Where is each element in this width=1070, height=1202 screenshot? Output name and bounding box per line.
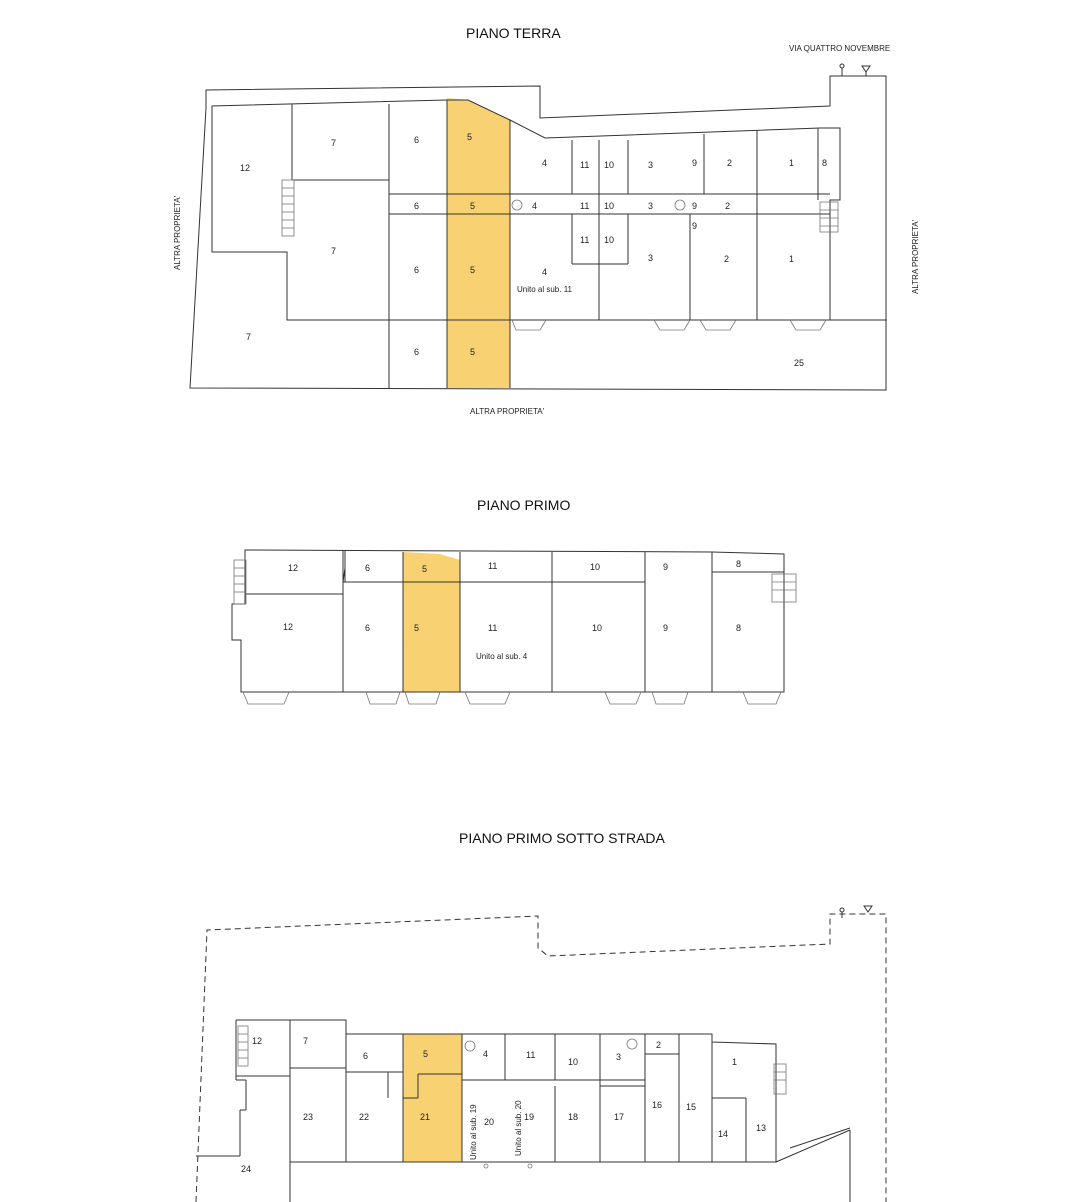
unit-label: 2 xyxy=(727,158,733,168)
unit-label: 1 xyxy=(789,254,795,264)
unit-label: 3 xyxy=(648,160,654,170)
unit-label: 9 xyxy=(692,158,698,168)
unit-label: 11 xyxy=(580,201,590,211)
basement-merge-note-20: Unito al sub. 20 xyxy=(514,1100,523,1156)
unit-label: 7 xyxy=(331,138,337,148)
unit-label: 6 xyxy=(414,201,420,211)
unit-label: 10 xyxy=(604,201,615,211)
unit-label: 10 xyxy=(590,562,601,572)
unit-label: 5 xyxy=(470,265,476,275)
unit-label: 3 xyxy=(616,1052,622,1062)
unit-label: 6 xyxy=(414,135,420,145)
unit-label: 4 xyxy=(483,1049,489,1059)
unit-label: 23 xyxy=(303,1112,314,1122)
unit-label: 12 xyxy=(252,1036,263,1046)
unit-label: 15 xyxy=(686,1102,697,1112)
unit-label: 24 xyxy=(241,1164,252,1174)
unit-label: 12 xyxy=(240,163,251,173)
unit-label: 16 xyxy=(652,1100,663,1110)
unit-label: 5 xyxy=(423,1049,429,1059)
unit-label: 11 xyxy=(526,1050,536,1060)
unit-label: 6 xyxy=(414,265,420,275)
unit-label: 2 xyxy=(656,1040,662,1050)
ground-floor-title: PIANO TERRA xyxy=(466,25,561,41)
unit-label: 4 xyxy=(532,201,538,211)
first-floor-title: PIANO PRIMO xyxy=(477,497,571,513)
ground-floor-plan xyxy=(173,25,920,416)
first-floor-outline xyxy=(232,550,784,692)
unit-label: 9 xyxy=(663,623,669,633)
unit-label: 11 xyxy=(580,160,590,170)
stairs-ground xyxy=(282,180,838,236)
unit-label: 11 xyxy=(488,561,498,571)
unit-label: 7 xyxy=(303,1036,309,1046)
unit-label: 7 xyxy=(331,246,337,256)
first-unit-numbers xyxy=(283,559,741,633)
unit-label: 22 xyxy=(359,1112,370,1122)
bays-first xyxy=(243,692,781,704)
unit-label: 5 xyxy=(414,623,420,633)
unit-label: 18 xyxy=(568,1112,579,1122)
unit-label: 21 xyxy=(420,1112,431,1122)
left-neighbor-label: ALTRA PROPRIETA' xyxy=(173,195,182,270)
unit-label: 6 xyxy=(365,563,371,573)
unit-label: 5 xyxy=(467,132,473,142)
unit-label: 8 xyxy=(822,158,828,168)
basement-floor-plan xyxy=(196,830,886,1202)
unit-label: 4 xyxy=(542,158,548,168)
basement-unit-numbers xyxy=(241,1036,766,1174)
unit-label: 13 xyxy=(756,1123,767,1133)
street-markers xyxy=(840,64,870,76)
unit-label: 2 xyxy=(724,254,730,264)
unit-label: 19 xyxy=(524,1112,535,1122)
unit-label: 7 xyxy=(246,332,252,342)
unit-label: 8 xyxy=(736,623,742,633)
unit-label: 5 xyxy=(470,347,476,357)
unit-label: 12 xyxy=(288,563,299,573)
unit-label: 6 xyxy=(365,623,371,633)
unit-label: 1 xyxy=(732,1057,738,1067)
unit-label: 12 xyxy=(283,622,294,632)
street-label: VIA QUATTRO NOVEMBRE xyxy=(789,44,891,53)
unit-label: 5 xyxy=(422,564,428,574)
unit-label: 10 xyxy=(604,235,615,245)
unit-label: 14 xyxy=(718,1129,729,1139)
unit-label: 3 xyxy=(648,201,654,211)
basement-floor-title: PIANO PRIMO SOTTO STRADA xyxy=(459,830,665,846)
unit-label: 2 xyxy=(725,201,731,211)
unit-label: 9 xyxy=(692,221,698,231)
highlighted-unit-5-ground xyxy=(447,98,510,388)
first-floor-partitions xyxy=(246,550,784,692)
ground-unit-numbers xyxy=(240,132,827,368)
ground-merge-note: Unito al sub. 11 xyxy=(517,285,572,294)
unit-label: 17 xyxy=(614,1112,625,1122)
unit-label: 5 xyxy=(470,201,476,211)
unit-label: 1 xyxy=(789,158,795,168)
basement-merge-note-19: Unito al sub. 19 xyxy=(469,1104,478,1160)
stairs-basement xyxy=(238,1026,786,1168)
unit-label: 6 xyxy=(414,347,420,357)
unit-label: 3 xyxy=(648,253,654,263)
unit-label: 10 xyxy=(568,1057,579,1067)
unit-label: 20 xyxy=(484,1117,495,1127)
unit-label: 10 xyxy=(604,160,615,170)
unit-label: 9 xyxy=(692,201,698,211)
unit-label: 9 xyxy=(663,562,669,572)
highlighted-unit-5-first xyxy=(403,552,460,692)
unit-label: 11 xyxy=(580,235,590,245)
unit-label: 8 xyxy=(736,559,742,569)
unit-label: 11 xyxy=(488,623,498,633)
bays-ground xyxy=(512,320,826,330)
unit-label: 4 xyxy=(542,267,548,277)
unit-label: 10 xyxy=(592,623,603,633)
first-merge-note: Unito al sub. 4 xyxy=(476,652,528,661)
basement-partitions xyxy=(196,1020,850,1202)
first-floor-plan xyxy=(232,497,796,704)
right-neighbor-label: ALTRA PROPRIETA' xyxy=(911,219,920,294)
bottom-neighbor-label: ALTRA PROPRIETA' xyxy=(470,407,545,416)
unit-label: 6 xyxy=(363,1051,369,1061)
unit-label: 25 xyxy=(794,358,805,368)
street-markers-basement xyxy=(840,906,872,918)
